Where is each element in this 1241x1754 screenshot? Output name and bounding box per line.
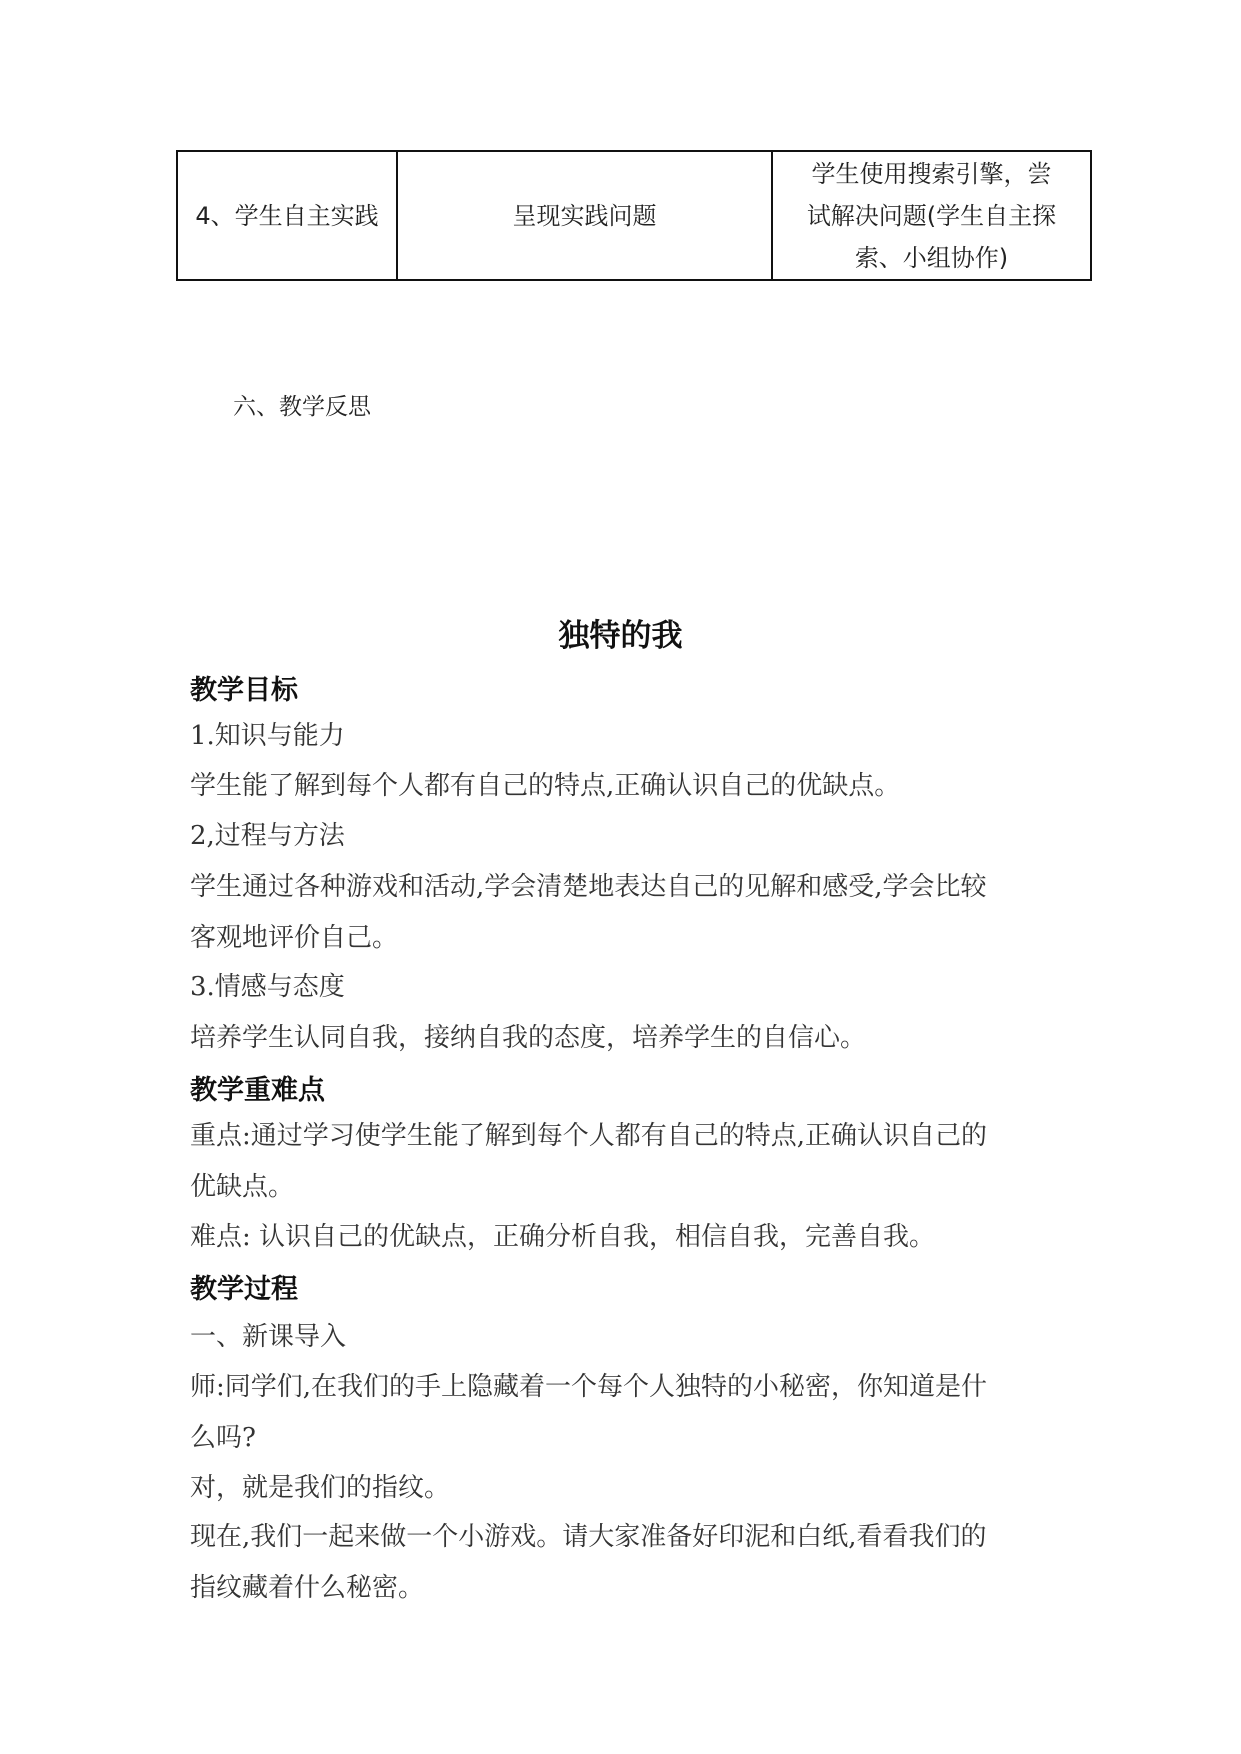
paragraph-line: 优缺点。 (190, 1172, 295, 1202)
lesson-body (190, 0, 1050, 1754)
paragraph-line: 客观地评价自己。 (190, 923, 399, 953)
paragraph-line: 对，就是我们的指纹。 (190, 1473, 451, 1503)
paragraph-line: 3.情感与态度 (190, 972, 345, 1002)
teacher-activity-cell: 呈现实践问题 (397, 151, 772, 280)
paragraph-line: 现在,我们一起来做一个小游戏。请大家准备好印泥和白纸,看看我们的 (190, 1522, 987, 1552)
paragraph-line: 么吗? (190, 1423, 256, 1453)
student-activity-line: 索、小组协作) (854, 243, 1009, 272)
paragraph-line: 指纹藏着什么秘密。 (190, 1573, 425, 1603)
paragraph-line: 学生能了解到每个人都有自己的特点,正确认识自己的优缺点。 (190, 771, 901, 801)
student-activity-line: 试解决问题(学生自主探 (806, 201, 1057, 230)
heading-process: 教学过程 (190, 1274, 298, 1305)
paragraph-line: 一、新课导入 (190, 1322, 347, 1352)
paragraph-line: 2,过程与方法 (190, 821, 345, 851)
heading-key-points: 教学重难点 (190, 1075, 325, 1106)
paragraph-line: 学生通过各种游戏和活动,学会清楚地表达自己的见解和感受,学会比较 (190, 872, 987, 902)
paragraph-line: 1.知识与能力 (190, 721, 345, 751)
paragraph-line: 培养学生认同自我，接纳自我的态度，培养学生的自信心。 (190, 1023, 867, 1053)
paragraph-line: 重点:通过学习使学生能了解到每个人都有自己的特点,正确认识自己的 (190, 1121, 988, 1151)
heading-objectives: 教学目标 (190, 675, 298, 706)
paragraph-line: 师:同学们,在我们的手上隐藏着一个每个人独特的小秘密，你知道是什 (190, 1372, 988, 1402)
lesson-title: 独特的我 (558, 618, 683, 654)
section-heading-reflection: 六、教学反思 (233, 394, 371, 420)
step-cell: 4、学生自主实践 (177, 151, 397, 280)
paragraph-line: 难点: 认识自己的优缺点，正确分析自我，相信自我，完善自我。 (190, 1222, 936, 1252)
student-activity-line: 学生使用搜索引擎，尝 (811, 159, 1052, 188)
